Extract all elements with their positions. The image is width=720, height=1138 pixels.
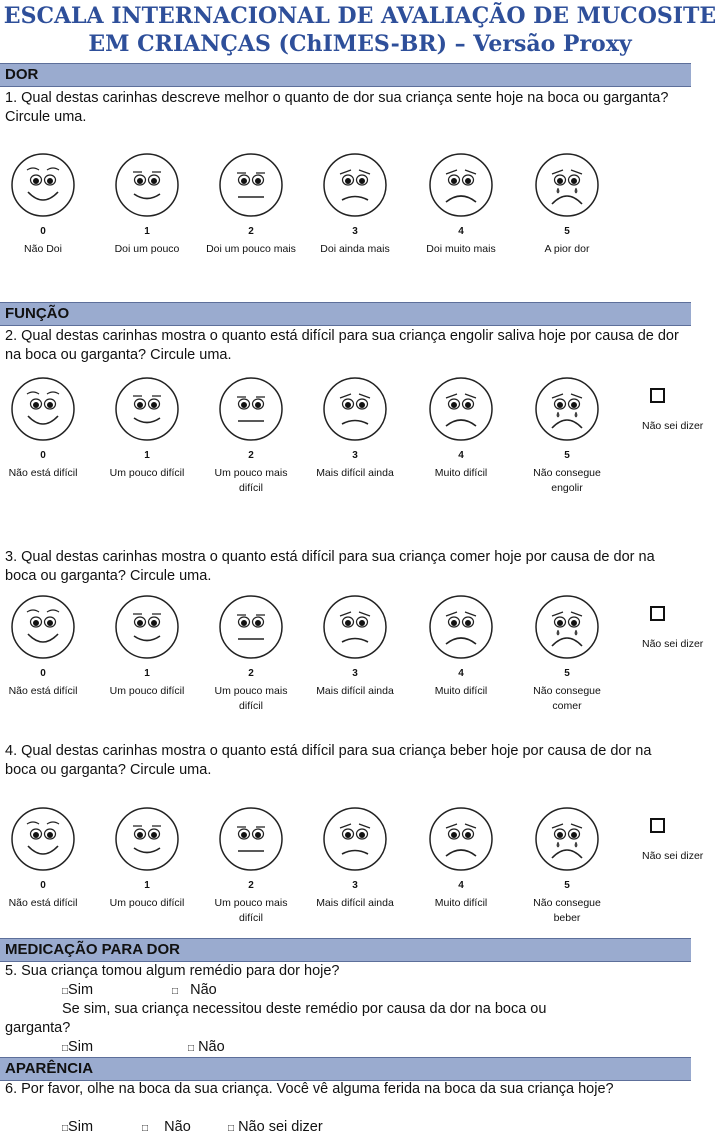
- unsure-label: Não sei dizer: [642, 850, 704, 862]
- score-label: Muito difícil: [434, 685, 488, 697]
- face-5-icon[interactable]: [534, 152, 600, 218]
- checkbox-icon: □: [62, 1043, 69, 1054]
- score-number: 0: [40, 668, 46, 679]
- section-funcao: FUNÇÃO: [0, 302, 691, 326]
- score-number: 2: [248, 450, 254, 461]
- face-5-icon[interactable]: [534, 376, 600, 442]
- q5-no-option[interactable]: □ Não: [172, 982, 217, 998]
- title-line-1: ESCALA INTERNACIONAL DE AVALIAÇÃO DE MUCOSITE: [3, 3, 717, 29]
- q6-unsure-option[interactable]: □ Não sei dizer: [228, 1119, 323, 1135]
- score-label: Não consegue beber: [533, 897, 601, 924]
- score-label: Doi um pouco mais: [206, 243, 296, 255]
- face-4-icon[interactable]: [428, 806, 494, 872]
- face-2-icon[interactable]: [218, 594, 284, 660]
- score-number: 4: [458, 226, 464, 237]
- face-1-icon[interactable]: [114, 152, 180, 218]
- question-5: 5. Sua criança tomou algum remédio para dor hoje?: [5, 963, 340, 979]
- score-number: 5: [564, 880, 570, 891]
- score-label: Um pouco mais difícil: [214, 685, 288, 712]
- score-label: Um pouco difícil: [109, 685, 185, 697]
- score-number: 3: [352, 226, 358, 237]
- face-4-icon[interactable]: [428, 594, 494, 660]
- score-number: 0: [40, 880, 46, 891]
- question-4: 4. Qual destas carinhas mostra o quanto está difícil para sua criança beber hoje por causa de dor na boca ou garganta? Circule uma.: [5, 743, 652, 778]
- checkbox-icon: □: [62, 986, 69, 997]
- question-6: 6. Por favor, olhe na boca da sua criança. Você vê alguma ferida na boca da sua criança hoje?: [5, 1081, 614, 1097]
- checkbox-icon: □: [62, 1123, 69, 1134]
- q5b-yes-option[interactable]: □Sim: [62, 1039, 94, 1055]
- question-1: 1. Qual destas carinhas descreve melhor o quanto de dor sua criança sente hoje na boca ou garganta? Circule uma.: [5, 90, 669, 125]
- face-0-icon[interactable]: [10, 152, 76, 218]
- unsure-checkbox[interactable]: [650, 606, 665, 621]
- face-2-icon[interactable]: [218, 376, 284, 442]
- score-number: 4: [458, 450, 464, 461]
- score-number: 1: [144, 226, 150, 237]
- checkbox-icon: □: [188, 1043, 195, 1054]
- checkbox-icon: □: [142, 1123, 149, 1134]
- score-number: 2: [248, 668, 254, 679]
- score-number: 0: [40, 450, 46, 461]
- score-number: 3: [352, 450, 358, 461]
- score-number: 4: [458, 668, 464, 679]
- face-1-icon[interactable]: [114, 594, 180, 660]
- score-label: Um pouco difícil: [109, 467, 185, 479]
- unsure-checkbox[interactable]: [650, 818, 665, 833]
- score-number: 4: [458, 880, 464, 891]
- score-number: 1: [144, 450, 150, 461]
- face-1-icon[interactable]: [114, 376, 180, 442]
- score-label: Muito difícil: [434, 467, 488, 479]
- section-medicacao: MEDICAÇÃO PARA DOR: [0, 938, 691, 962]
- page-title: [0, 2, 720, 58]
- score-label: Mais difícil ainda: [316, 467, 394, 479]
- score-number: 5: [564, 226, 570, 237]
- q5b-no-option[interactable]: □ Não: [188, 1039, 225, 1055]
- unsure-checkbox[interactable]: [650, 388, 665, 403]
- score-label: Mais difícil ainda: [316, 897, 394, 909]
- section-dor: DOR: [0, 63, 691, 87]
- face-2-icon[interactable]: [218, 152, 284, 218]
- question-2: 2. Qual destas carinhas mostra o quanto está difícil para sua criança engolir saliva hoje por causa de dor na boca ou garganta? Circule uma.: [5, 328, 679, 363]
- face-1-icon[interactable]: [114, 806, 180, 872]
- checkbox-icon: □: [228, 1123, 235, 1134]
- q5-yes-option[interactable]: □Sim: [62, 982, 94, 998]
- face-0-icon[interactable]: [10, 806, 76, 872]
- checkbox-icon: □: [172, 986, 179, 997]
- score-number: 3: [352, 668, 358, 679]
- unsure-label: Não sei dizer: [642, 420, 704, 432]
- face-3-icon[interactable]: [322, 594, 388, 660]
- unsure-label: Não sei dizer: [642, 638, 704, 650]
- score-label: Doi ainda mais: [320, 243, 390, 255]
- face-3-icon[interactable]: [322, 152, 388, 218]
- score-label: A pior dor: [544, 243, 590, 255]
- title-line-2: EM CRIANÇAS (ChIMES-BR) – Versão Proxy: [88, 31, 632, 57]
- section-aparencia: APARÊNCIA: [0, 1057, 691, 1081]
- score-label: Um pouco mais difícil: [214, 467, 288, 494]
- question-3: 3. Qual destas carinhas mostra o quanto está difícil para sua criança comer hoje por causa de dor na boca ou garganta? Circule uma.: [5, 549, 655, 584]
- score-label: Doi um pouco: [114, 243, 180, 255]
- score-label: Um pouco difícil: [109, 897, 185, 909]
- score-number: 0: [40, 226, 46, 237]
- face-2-icon[interactable]: [218, 806, 284, 872]
- score-label: Muito difícil: [434, 897, 488, 909]
- score-label: Não consegue engolir: [533, 467, 601, 494]
- face-4-icon[interactable]: [428, 152, 494, 218]
- q5-follow-up: Se sim, sua criança necessitou deste remédio por causa da dor na boca ou: [62, 1001, 547, 1017]
- score-label: Não está difícil: [8, 685, 78, 697]
- score-label: Não está difícil: [8, 897, 78, 909]
- score-label: Um pouco mais difícil: [214, 897, 288, 924]
- score-label: Mais difícil ainda: [316, 685, 394, 697]
- face-5-icon[interactable]: [534, 594, 600, 660]
- score-label: Não consegue comer: [533, 685, 601, 712]
- face-3-icon[interactable]: [322, 806, 388, 872]
- score-number: 3: [352, 880, 358, 891]
- q6-yes-option[interactable]: □Sim: [62, 1119, 94, 1135]
- face-0-icon[interactable]: [10, 594, 76, 660]
- q6-no-option[interactable]: □ Não: [142, 1119, 191, 1135]
- face-3-icon[interactable]: [322, 376, 388, 442]
- face-4-icon[interactable]: [428, 376, 494, 442]
- score-label: Não Doi: [24, 243, 62, 255]
- face-5-icon[interactable]: [534, 806, 600, 872]
- score-label: Não está difícil: [8, 467, 78, 479]
- q5-follow-up-cont: garganta?: [5, 1020, 71, 1036]
- score-number: 5: [564, 668, 570, 679]
- score-number: 1: [144, 668, 150, 679]
- score-number: 1: [144, 880, 150, 891]
- score-number: 2: [248, 880, 254, 891]
- score-number: 5: [564, 450, 570, 461]
- face-0-icon[interactable]: [10, 376, 76, 442]
- score-label: Doi muito mais: [426, 243, 496, 255]
- score-number: 2: [248, 226, 254, 237]
